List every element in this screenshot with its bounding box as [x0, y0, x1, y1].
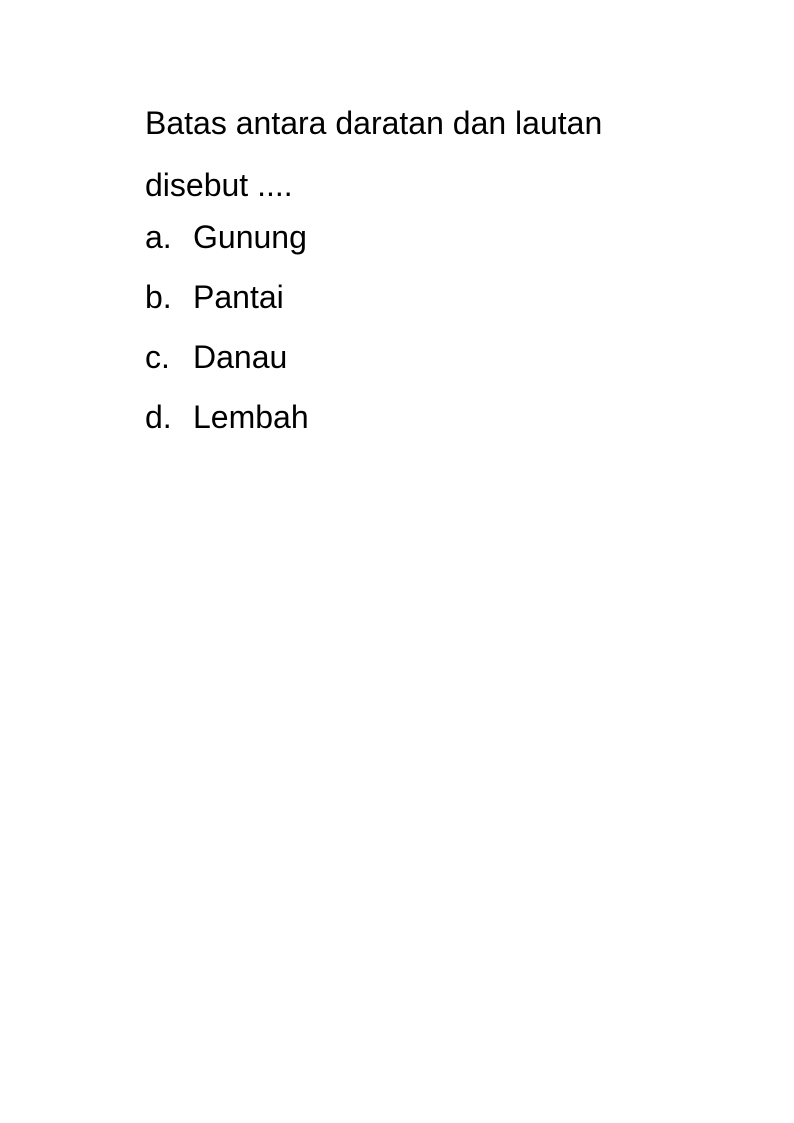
option-b-text: Pantai	[193, 279, 284, 315]
option-b-letter: b.	[145, 279, 172, 315]
option-d-letter: d.	[145, 399, 172, 435]
option-b	[145, 267, 309, 327]
option-a-text: Gunung	[193, 219, 307, 255]
option-c-text: Danau	[193, 339, 288, 375]
option-d	[145, 387, 309, 447]
question-text	[145, 92, 705, 216]
answer-options	[145, 207, 309, 447]
option-d-text: Lembah	[193, 399, 309, 435]
option-c	[145, 327, 309, 387]
option-a	[145, 207, 309, 267]
question-line-1: Batas antara daratan dan lautan	[145, 105, 603, 141]
option-a-letter: a.	[145, 219, 172, 255]
question-line-2: disebut ....	[145, 167, 293, 203]
option-c-letter: c.	[145, 339, 170, 375]
